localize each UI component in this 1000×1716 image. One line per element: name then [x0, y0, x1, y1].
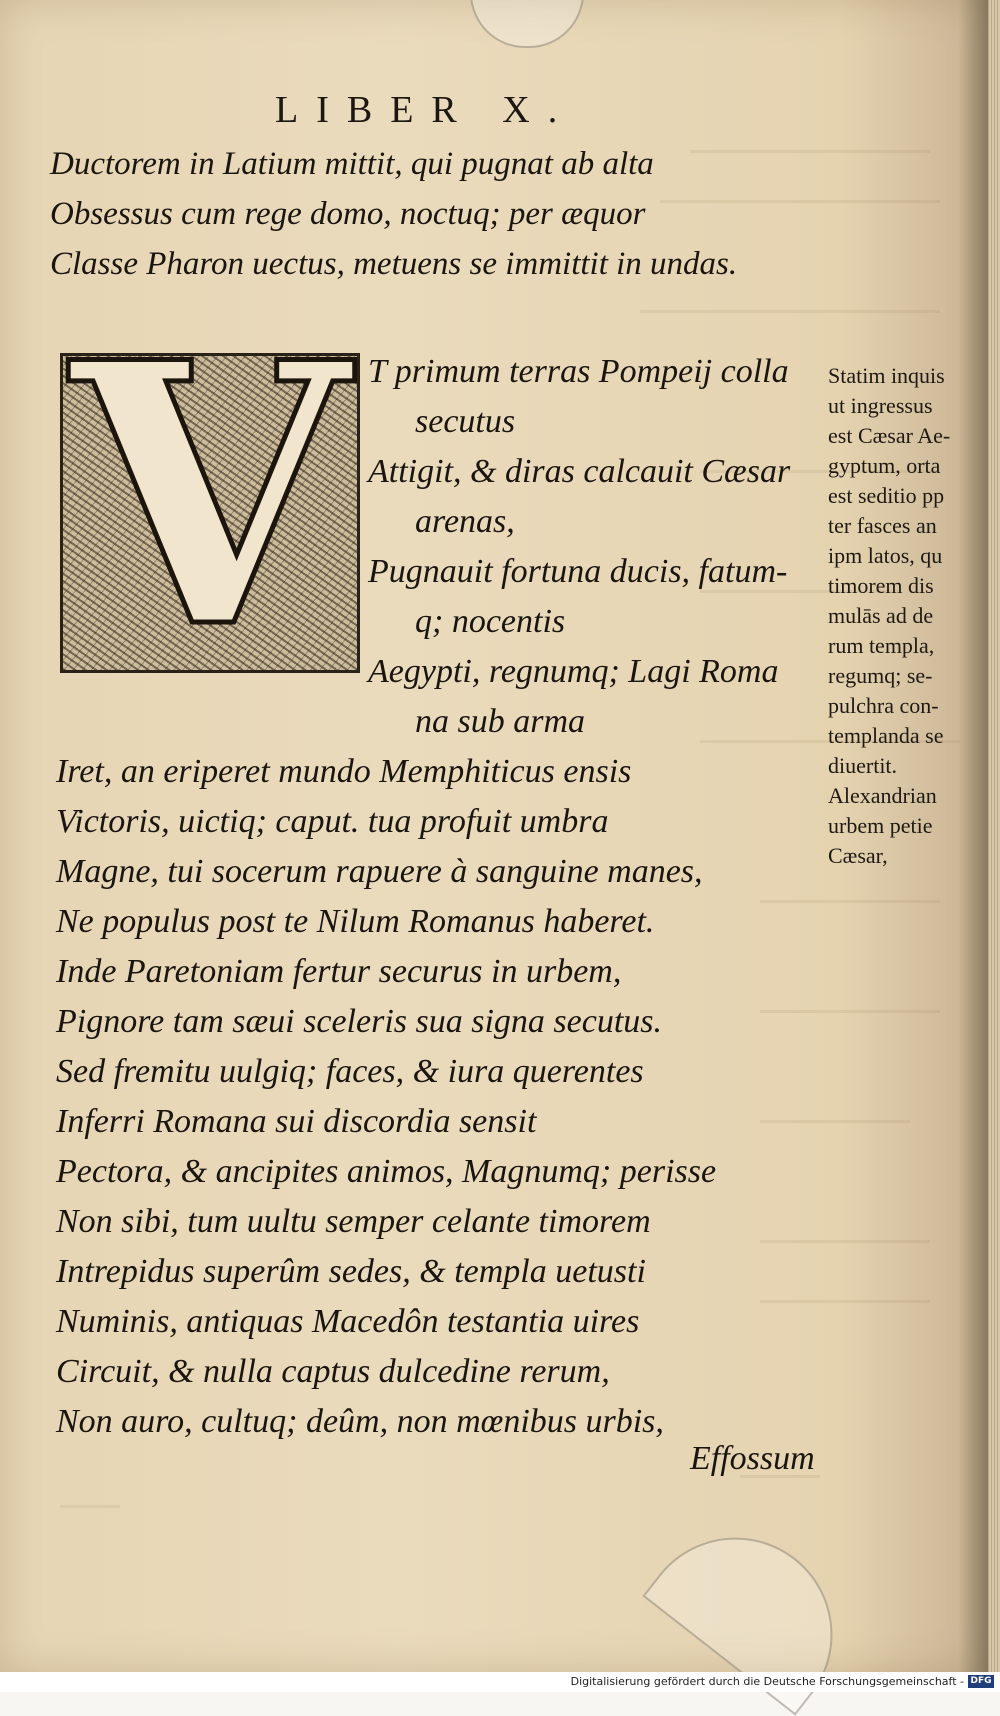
verse-line: Inde Paretoniam fertur securus in urbem,	[56, 953, 622, 990]
verse-line: Aegypti, regnumq; Lagi Roma	[368, 653, 779, 690]
gloss-line: est seditio pp	[828, 483, 945, 508]
verse-line: Sed fremitu uulgiq; faces, & iura querentes	[56, 1053, 644, 1090]
verse-line: Numinis, antiquas Macedôn testantia uires	[56, 1303, 640, 1340]
gloss-line: Cæsar,	[828, 843, 888, 868]
verse-line: Intrepidus superûm sedes, & templa uetusti	[56, 1253, 646, 1290]
verse-line: Magne, tui socerum rapuere à sanguine manes,	[56, 853, 703, 890]
gloss-line: mulās ad de	[828, 603, 934, 628]
verse-line: q; nocentis	[415, 603, 566, 640]
verse-line: Victoris, uictiq; caput. tua profuit umbra	[56, 803, 609, 840]
catchword: Effossum	[690, 1440, 815, 1477]
dfg-logo: DFG	[968, 1675, 994, 1688]
gloss-line: templanda se	[828, 723, 944, 748]
digitization-footer	[0, 1672, 1000, 1692]
argument-line: Classe Pharon uectus, metuens se immittit in undas.	[50, 246, 738, 282]
gloss-line: urbem petie	[828, 813, 933, 838]
verse-line: arenas,	[415, 503, 515, 540]
woodcut-initial	[60, 353, 360, 673]
verse-line: secutus	[415, 403, 516, 440]
argument-line: Ductorem in Latium mittit, qui pugnat ab alta	[50, 146, 654, 182]
gloss-line: Statim inquis	[828, 363, 945, 388]
gloss-line: ipm latos, qu	[828, 543, 943, 568]
verse-line: Inferri Romana sui discordia sensit	[56, 1103, 537, 1140]
page-clip-top	[470, 0, 584, 48]
gloss-line: gyptum, orta	[828, 453, 941, 478]
running-head: LIBER X.	[275, 89, 576, 131]
gloss-line: timorem dis	[828, 573, 934, 598]
gloss-line: ter fasces an	[828, 513, 937, 538]
verse-line: Iret, an eriperet mundo Memphiticus ensis	[56, 753, 632, 790]
gloss-line: diuertit.	[828, 753, 898, 778]
gloss-line: rum templa,	[828, 633, 935, 658]
verse-line: Non auro, cultuq; deûm, non mœnibus urbis,	[56, 1403, 664, 1440]
page-edges	[988, 0, 1000, 1672]
gloss-line: est Cæsar Ae-	[828, 423, 951, 448]
verse-line: Pugnauit fortuna ducis, fatum-	[368, 553, 788, 590]
verse-line: Circuit, & nulla captus dulcedine rerum,	[56, 1353, 610, 1390]
verse-line: Attigit, & diras calcauit Cæsar	[368, 453, 791, 490]
argument-line: Obsessus cum rege domo, noctuq; per æquor	[50, 196, 646, 232]
gloss-line: ut ingressus	[828, 393, 933, 418]
gloss-line: pulchra con-	[828, 693, 939, 718]
gloss-line: Alexandrian	[828, 783, 937, 808]
verse-line: Ne populus post te Nilum Romanus haberet.	[56, 903, 655, 940]
verse-line: na sub arma	[415, 703, 586, 740]
gloss-line: regumq; se-	[828, 663, 933, 688]
initial-letter: V	[70, 353, 350, 673]
verse-line: Non sibi, tum uultu semper celante timorem	[56, 1203, 651, 1240]
footer-credit: Digitalisierung gefördert durch die Deutsche Forschungsgemeinschaft -	[570, 1675, 964, 1688]
verse-line: Pignore tam sæui sceleris sua signa secutus.	[56, 1003, 662, 1040]
verse-line: Pectora, & ancipites animos, Magnumq; perisse	[56, 1153, 717, 1190]
verse-line: T primum terras Pompeij colla	[368, 353, 789, 390]
